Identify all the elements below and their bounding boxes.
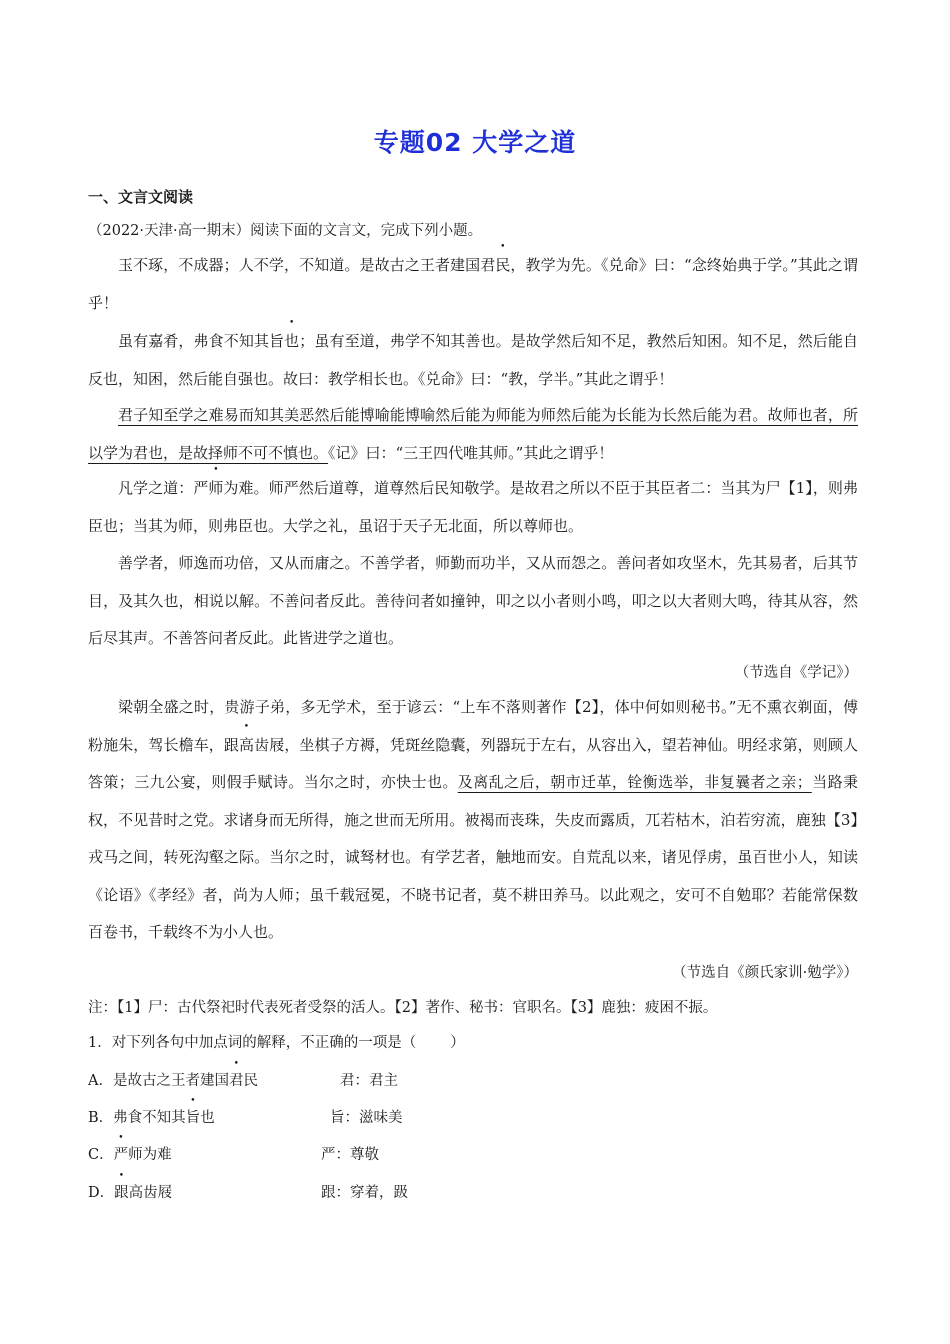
underlined-sentence-3: 及离乱之后，朝市迁革，铨衡选举，非复曩者之亲； bbox=[457, 773, 812, 791]
underlined-sentence-1: 君子知至学之难易而知其美恶然后能博喻能博喻然后能为师能为师然后能为长能为长然后能为君。 bbox=[118, 406, 768, 424]
option-gloss: 旨：滋味美 bbox=[330, 1110, 403, 1126]
passage-credit-2: （节选自《颜氏家训·勉学》） bbox=[672, 965, 858, 981]
dotted-char: 君 bbox=[480, 256, 496, 274]
dotted-char: 君 bbox=[228, 1073, 244, 1089]
dotted-char: 旨 bbox=[185, 1110, 201, 1126]
option-b[interactable]: B．弗食不知其旨也 旨：滋味美 bbox=[88, 1106, 215, 1127]
option-gloss: 严：尊敬 bbox=[321, 1147, 379, 1163]
footnote: 注：【1】尸：古代祭祀时代表死者受祭的活人。【2】著作、秘书：官职名。【3】鹿独：疲困不振。 bbox=[88, 1000, 718, 1016]
option-a[interactable]: A．是故古之王者建国君民 君：君主 bbox=[88, 1069, 258, 1090]
passage-paragraph-2: 虽有嘉肴，弗食不知其旨也；虽有至道，弗学不知其善也。是故学然后知不足，教然后知困。知不足，然后能自反也，知困，然后能自强也。故曰：教学相长也。《兑命》曰：“教，学半。”其此之谓乎！ bbox=[88, 332, 858, 388]
option-gloss: 跟：穿着，趿 bbox=[321, 1185, 408, 1201]
dotted-char: 旨 bbox=[269, 332, 285, 350]
passage-paragraph-5: 善学者，师逸而功倍，又从而庸之。不善学者，师勤而功半，又从而怨之。善问者如攻坚木，先其易者，后其节目，及其久也，相说以解。不善问者反此。善待问者如撞钟，叩之以小者则小鸣，叩之以大者则大鸣，待其从容，然后尽其声。不善答问者反此。此皆进学之道也。 bbox=[88, 554, 858, 647]
source-line: （2022·天津·高一期末）阅读下面的文言文，完成下列小题。 bbox=[88, 223, 483, 239]
dotted-char: 严 bbox=[113, 1147, 129, 1163]
passage-paragraph-1: 玉不琢，不成器；人不学，不知道。是故古之王者建国君民，教学为先。《兑命》曰：“念终始典于学。”其此之谓乎！ bbox=[88, 256, 858, 312]
passage-credit-1: （节选自《学记》） bbox=[734, 665, 858, 681]
underlined-sentence-2: 故师也者，所以学为君也，是故择师不可不慎也。 bbox=[88, 406, 858, 462]
section-heading: 一、文言文阅读 bbox=[88, 188, 194, 206]
passage-paragraph-4: 凡学之道：严师为难。师严然后道尊，道尊然后民知敬学。是故君之所以不臣于其臣者二：当其为尸【1】，则弗臣也；当其为师，则弗臣也。大学之礼，虽诏于天子无北面，所以尊师也。 bbox=[88, 479, 858, 535]
dotted-char: 跟 bbox=[114, 1185, 129, 1201]
page-title: 专题02 大学之道 bbox=[373, 128, 577, 157]
passage-paragraph-6: 梁朝全盛之时，贵游子弟，多无学术，至于谚云：“上车不落则著作【2】，体中何如则秘书。”无不熏衣剃面，傅粉施朱，驾长檐车，跟高齿屐，坐棋子方褥，凭斑丝隐囊，列器玩于左右，从容出入，望若神仙。明经求第，则顾人答策；三九公宴，则假手赋诗。当尔之时，亦快士也。及离乱之后，朝市迁革，铨衡选举，非复曩者之亲；当路秉权，不见昔时之党。求诸身而无所得，施之世而无所用。被褐而丧珠，失皮而露质，兀若枯木，泊若穷流，鹿独【3】戎马之间，转死沟壑之际。当尔之时，诚驽材也。有学艺者，触地而安。自荒乱以来，诸见俘虏，虽百世小人，知读《论语》《孝经》者，尚为人师；虽千载冠冕，不晓书记者，莫不耕田养马。以此观之，安可不自勉耶？若能常保数百卷书，千载终不为小人也。 bbox=[88, 698, 858, 941]
option-d[interactable]: D．跟高齿屐 跟：穿着，趿 bbox=[88, 1181, 172, 1202]
dotted-char: 跟 bbox=[223, 735, 240, 754]
option-gloss: 君：君主 bbox=[340, 1073, 398, 1089]
passage-paragraph-3: 君子知至学之难易而知其美恶然后能博喻能博喻然后能为师能为师然后能为长能为长然后能为君。故师也者，所以学为君也，是故择师不可不慎也。《记》曰：“三王四代唯其师。”其此之谓乎！ bbox=[88, 406, 858, 462]
dotted-char: 严 bbox=[193, 479, 209, 497]
option-c[interactable]: C．严师为难 严：尊敬 bbox=[88, 1143, 172, 1164]
question-1: 1．对下列各句中加点词的解释，不正确的一项是（ ） bbox=[88, 1035, 465, 1051]
